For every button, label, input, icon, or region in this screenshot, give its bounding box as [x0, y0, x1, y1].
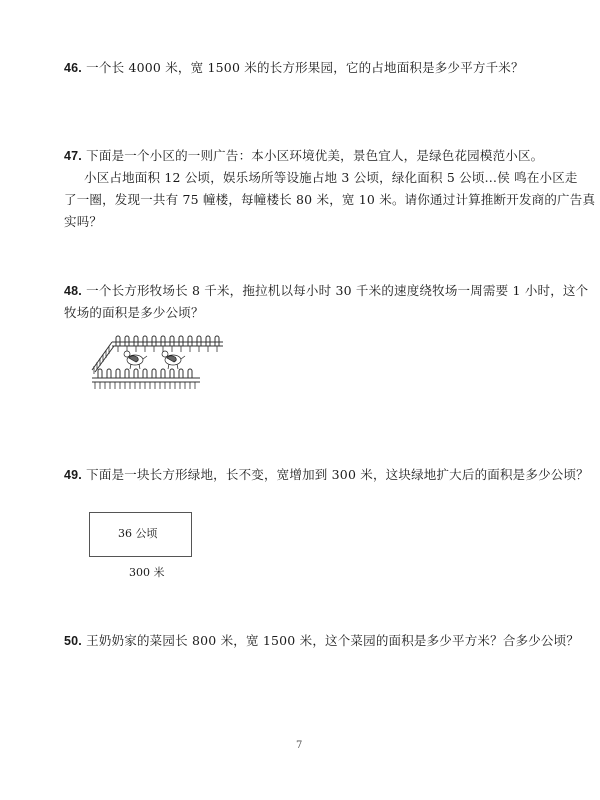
question-47-line-4: 实吗？ — [64, 214, 103, 229]
question-47-line-3: 了一圈，发现一共有 75 幢楼，每幢楼长 80 米，宽 10 米。请你通过计算推断开发商的广告真 — [64, 192, 596, 207]
question-text: 下面是一个小区的一则广告：本小区环境优美，景色宜人，是绿色花园模范小区。 — [86, 148, 544, 163]
question-47-line-2: 小区占地面积 12 公顷，娱乐场所等设施占地 3 公顷，绿化面积 5 公顷…侯 鸣在小区走 — [84, 170, 578, 185]
cow-icon — [162, 351, 185, 369]
question-text: 一个长 4000 米，宽 1500 米的长方形果园，它的占地面积是多少平方千米？ — [86, 60, 524, 75]
cow-icon — [124, 351, 147, 369]
question-50 — [64, 633, 579, 649]
question-number: 46. — [64, 61, 82, 75]
question-48 — [64, 283, 588, 299]
question-number: 49. — [64, 468, 82, 482]
question-text: 下面是一块长方形绿地，长不变，宽增加到 300 米，这块绿地扩大后的面积是多少公顷？ — [86, 467, 589, 482]
question-text: 王奶奶家的菜园长 800 米，宽 1500 米，这个菜园的面积是多少平方米？合多少公顷？ — [86, 633, 580, 648]
question-number: 50. — [64, 634, 82, 648]
question-number: 48. — [64, 284, 82, 298]
question-48-line-2: 牧场的面积是多少公顷？ — [64, 305, 204, 320]
area-label: 36 公顷 — [118, 527, 158, 540]
length-label: 300 米 — [129, 566, 165, 579]
question-46 — [64, 60, 524, 76]
question-49 — [64, 467, 589, 483]
question-number: 47. — [64, 149, 82, 163]
question-47 — [64, 148, 543, 164]
fenced-pasture-illustration — [90, 334, 225, 390]
page-number: 7 — [296, 740, 303, 751]
question-text: 一个长方形牧场长 8 千米，拖拉机以每小时 30 千米的速度绕牧场一周需要 1 小时，这个 — [86, 283, 589, 298]
